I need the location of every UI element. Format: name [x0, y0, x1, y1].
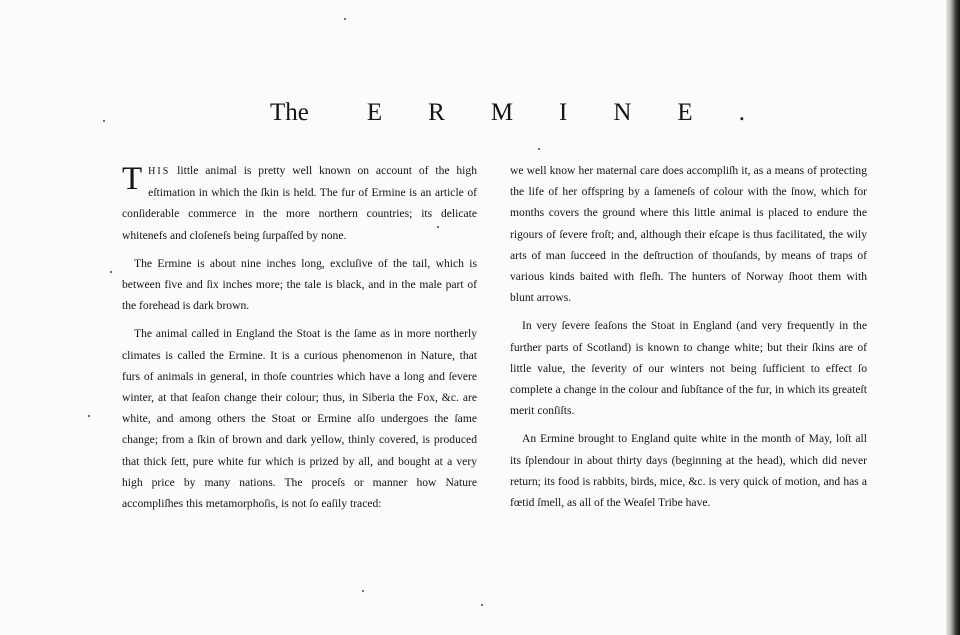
page-title [270, 99, 791, 127]
scan-speck [103, 120, 105, 122]
paragraph-2: The Ermine is about nine inches long, excluſive of the tail, which is between five and ſix inches more; the tale is black, and in the male part of the forehead is dark brown. [122, 256, 477, 313]
scan-speck [88, 415, 90, 417]
paragraph-6: An Ermine brought to England quite white in the month of May, loſt all its ſplendour in about thirty days (beginning at the head), which did never return; its food is rabbits, birds, mice, &c. is very quick of motion, and has a fœtid ſmell, as all of the Weaſel Tribe have. [510, 432, 867, 510]
paragraph-5: In very ſevere ſeaſons the Stoat in England (and very frequently in the further parts of Scotland) is known to change white; but their ſkins are of little value, the ſeverity of our winters not being ſufficient to effect ſo complete a change in the colour and ſubſtance of the fur, in which its greateſt merit conſiſts. [510, 319, 867, 418]
scan-speck [437, 226, 439, 228]
title-prefix: The [270, 99, 309, 126]
scan-speck [344, 18, 346, 20]
left-text-column [122, 160, 477, 521]
title-word: ERMINE. [366, 99, 791, 126]
scan-speck [110, 271, 112, 273]
scan-speck [481, 604, 483, 606]
scan-speck [362, 590, 364, 592]
paragraph-3: The animal called in England the Stoat is the ſame as in more northerly climates is called the Ermine. It is a curious phenomenon in Nature, that furs of animals in general, in thoſe countries which have a long and ſevere winter, at that ſeaſon change their colour; thus, in Siberia the Fox, &c. are white, and among others the Stoat or Ermine alſo undergoes the ſame change; from a ſkin of brown and dark yellow, thinly covered, is produced that thick ſett, pure white fur which is prized by all, and bought at a very high price by many nations. The proceſs or manner how Nature accompliſhes this metamorphoſis, is not ſo eaſily traced: [122, 327, 477, 511]
paragraph-4: we well know her maternal care does accompliſh it, as a means of protecting the life of her offspring by a ſameneſs of colour with the ſnow, which for months covers the ground where this little animal is placed to endure the rigours of ſevere froſt; and, although their eſcape is thus facilitated, the wily arts of man ſucceed in the deſtruction of thouſands, by means of traps of various kinds baited with fleſh. The hunters of Norway ſhoot them with blunt arrows. [510, 164, 867, 305]
paragraph-1-text: little animal is pretty well known on account of the high eſtimation in which the ſkin is held. The fur of Ermine is an article of conſiderable commerce in the more northern countries; its delicate whitenefs and cloſeneſs being ſurpaſſed by none. [122, 164, 477, 242]
scan-speck [538, 148, 540, 150]
drop-cap: T [122, 161, 143, 197]
page-edge-shadow [946, 0, 960, 635]
paragraph-1 [122, 160, 477, 246]
right-text-column [510, 160, 867, 520]
lead-smallcaps: HIS [148, 166, 171, 177]
